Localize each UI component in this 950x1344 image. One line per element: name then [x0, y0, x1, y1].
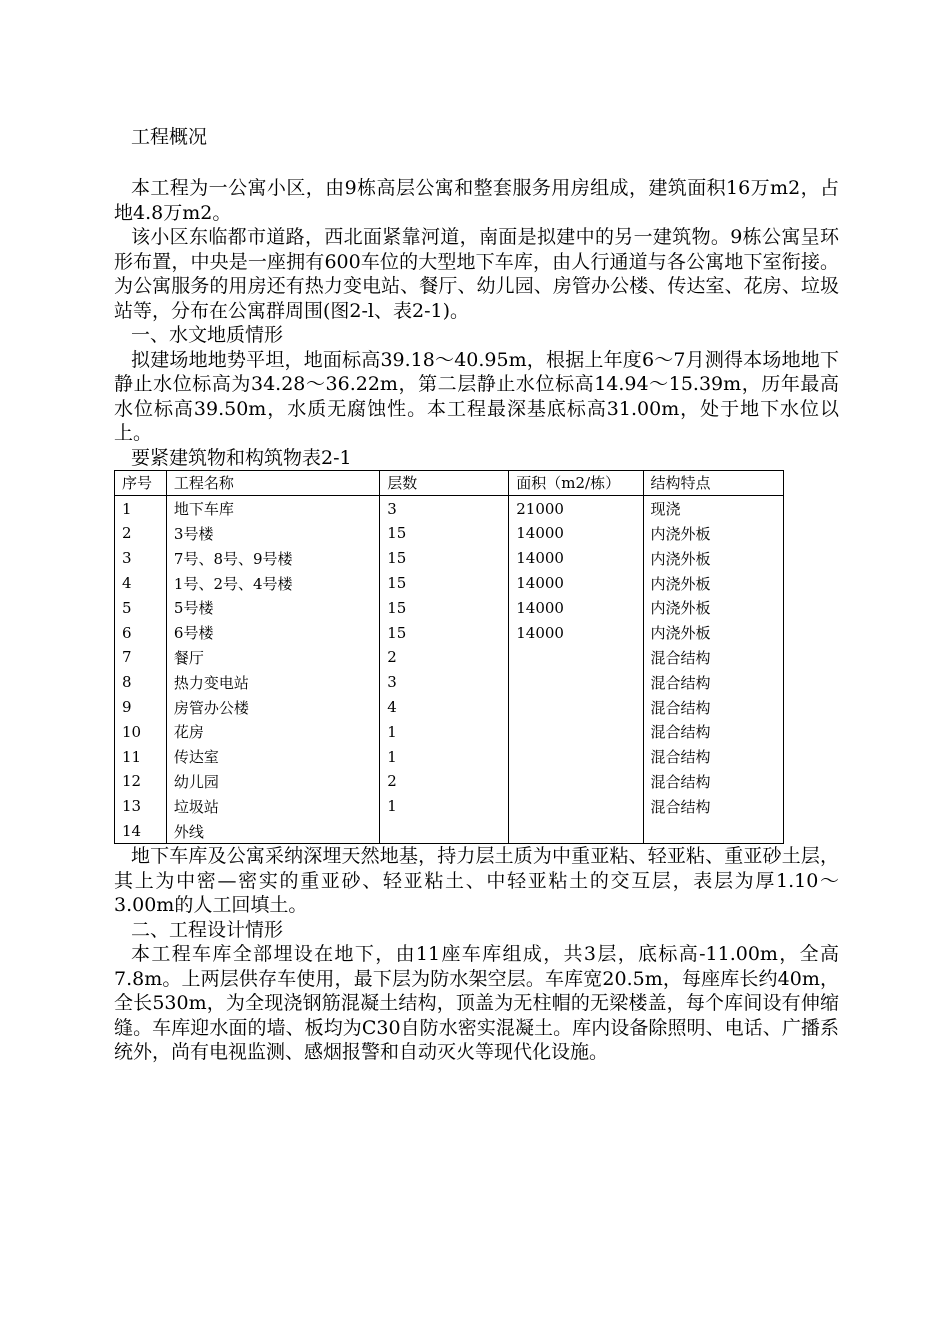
cell-name: 6号楼 — [166, 620, 379, 645]
paragraph-design: 本工程车库全部埋设在地下，由11座车库组成，共3层，底标高-11.00m，全高7.8m。上两层供存车使用，最下层为防水架空层。车库宽20.5m，每座库长约40m，全长530m，为全现浇钢筋混凝土结构，顶盖为无柱帽的无梁楼盖，每个库间设有伸缩缝。车库迎水面的墙、板均为C30自防水密实混凝土。库内设备除照明、电话、广播系统外，尚有电视监测、感烟报警和自动灭火等现代化设施。 — [114, 943, 839, 1064]
cell-name: 传达室 — [166, 744, 379, 769]
cell-structure: 内浇外板 — [643, 620, 783, 645]
cell-index: 8 — [115, 670, 167, 695]
heading-design: 二、工程设计情形 — [131, 918, 284, 941]
header-cell-structure: 结构特点 — [643, 470, 783, 496]
cell-index: 11 — [115, 744, 167, 769]
cell-index: 1 — [115, 496, 167, 521]
cell-area: 14000 — [509, 571, 643, 596]
cell-area — [509, 645, 643, 670]
header-cell-index: 序号 — [115, 470, 167, 496]
table-row — [115, 719, 784, 744]
cell-floors: 15 — [380, 546, 509, 571]
cell-floors: 1 — [380, 719, 509, 744]
cell-index: 10 — [115, 719, 167, 744]
cell-structure: 内浇外板 — [643, 571, 783, 596]
table-row — [115, 571, 784, 596]
cell-floors: 3 — [380, 496, 509, 521]
cell-floors: 15 — [380, 595, 509, 620]
cell-floors: 15 — [380, 571, 509, 596]
table-row — [115, 744, 784, 769]
cell-structure: 混合结构 — [643, 769, 783, 794]
cell-name: 地下车库 — [166, 496, 379, 521]
paragraph-hydrology: 拟建场地地势平坦，地面标高39.18～40.95m，根据上年度6～7月测得本场地地下静止水位标高为34.28～36.22m，第二层静止水位标高14.94～15.39m，历年最高水位标高39.50m，水质无腐蚀性。本工程最深基底标高31.00m，处于地下水位以上。 — [114, 348, 839, 444]
cell-area — [509, 719, 643, 744]
table-row — [115, 496, 784, 521]
table-row — [115, 819, 784, 844]
header-cell-floors: 层数 — [380, 470, 509, 496]
cell-area: 14000 — [509, 595, 643, 620]
cell-index: 9 — [115, 695, 167, 720]
cell-index: 3 — [115, 546, 167, 571]
cell-name: 热力变电站 — [166, 670, 379, 695]
cell-structure: 混合结构 — [643, 744, 783, 769]
cell-structure: 混合结构 — [643, 695, 783, 720]
cell-structure: 混合结构 — [643, 794, 783, 819]
cell-name: 7号、8号、9号楼 — [166, 546, 379, 571]
cell-index: 6 — [115, 620, 167, 645]
cell-name: 3号楼 — [166, 521, 379, 546]
cell-area: 14000 — [509, 521, 643, 546]
cell-name: 花房 — [166, 719, 379, 744]
cell-structure: 内浇外板 — [643, 595, 783, 620]
cell-structure: 混合结构 — [643, 670, 783, 695]
cell-structure: 内浇外板 — [643, 546, 783, 571]
table-row — [115, 769, 784, 794]
cell-floors: 1 — [380, 794, 509, 819]
cell-area: 21000 — [509, 496, 643, 521]
document-title: 工程概况 — [131, 126, 208, 148]
paragraph-location: 该小区东临都市道路，西北面紧靠河道，南面是拟建中的另一建筑物。9栋公寓呈环形布置，中央是一座拥有600车位的大型地下车库，由人行通道与各公寓地下室衔接。为公寓服务的用房还有热力变电站、餐厅、幼儿园、房管办公楼、传达室、花房、垃圾站等，分布在公寓群周围(图2-l、表2-1)。 — [114, 226, 839, 322]
header-cell-name: 工程名称 — [166, 470, 379, 496]
cell-floors: 4 — [380, 695, 509, 720]
table-row — [115, 645, 784, 670]
cell-floors: 3 — [380, 670, 509, 695]
cell-floors: 15 — [380, 521, 509, 546]
heading-hydrology: 一、水文地质情形 — [131, 324, 284, 346]
cell-floors: 2 — [380, 645, 509, 670]
table-row — [115, 794, 784, 819]
cell-floors — [380, 819, 509, 844]
cell-area: 14000 — [509, 546, 643, 571]
cell-floors: 1 — [380, 744, 509, 769]
cell-area — [509, 769, 643, 794]
document-page — [114, 120, 839, 1065]
table-row — [115, 670, 784, 695]
cell-name: 房管办公楼 — [166, 695, 379, 720]
cell-index: 12 — [115, 769, 167, 794]
table-row — [115, 695, 784, 720]
table-caption: 要紧建筑物和构筑物表2-1 — [131, 446, 352, 469]
cell-area — [509, 819, 643, 844]
cell-floors: 15 — [380, 620, 509, 645]
header-cell-area: 面积（m2/栋） — [509, 470, 643, 496]
paragraph-foundation: 地下车库及公寓采纳深埋天然地基，持力层土质为中重亚粘、轻亚粘、重亚砂土层，其上为中密—密实的重亚砂、轻亚粘土、中轻亚粘土的交互层，表层为厚1.10～3.00m的人工回填土。 — [114, 845, 839, 917]
cell-index: 4 — [115, 571, 167, 596]
cell-index: 2 — [115, 521, 167, 546]
cell-area — [509, 794, 643, 819]
cell-name: 垃圾站 — [166, 794, 379, 819]
buildings-table — [114, 470, 784, 845]
cell-name: 5号楼 — [166, 595, 379, 620]
cell-area — [509, 744, 643, 769]
cell-floors: 2 — [380, 769, 509, 794]
cell-name: 1号、2号、4号楼 — [166, 571, 379, 596]
cell-area: 14000 — [509, 620, 643, 645]
paragraph-overview: 本工程为一公寓小区，由9栋高层公寓和整套服务用房组成，建筑面积16万m2，占地4.8万m2。 — [114, 177, 839, 224]
table-row — [115, 546, 784, 571]
cell-structure: 现浇 — [643, 496, 783, 521]
cell-structure: 内浇外板 — [643, 521, 783, 546]
cell-area — [509, 670, 643, 695]
table-row — [115, 620, 784, 645]
cell-structure: 混合结构 — [643, 645, 783, 670]
cell-structure — [643, 819, 783, 844]
cell-structure: 混合结构 — [643, 719, 783, 744]
cell-index: 5 — [115, 595, 167, 620]
cell-index: 13 — [115, 794, 167, 819]
cell-name: 外线 — [166, 819, 379, 844]
cell-name: 餐厅 — [166, 645, 379, 670]
table-row — [115, 521, 784, 546]
cell-name: 幼儿园 — [166, 769, 379, 794]
table-row — [115, 595, 784, 620]
table-header-row — [115, 470, 784, 496]
cell-index: 14 — [115, 819, 167, 844]
cell-index: 7 — [115, 645, 167, 670]
cell-area — [509, 695, 643, 720]
